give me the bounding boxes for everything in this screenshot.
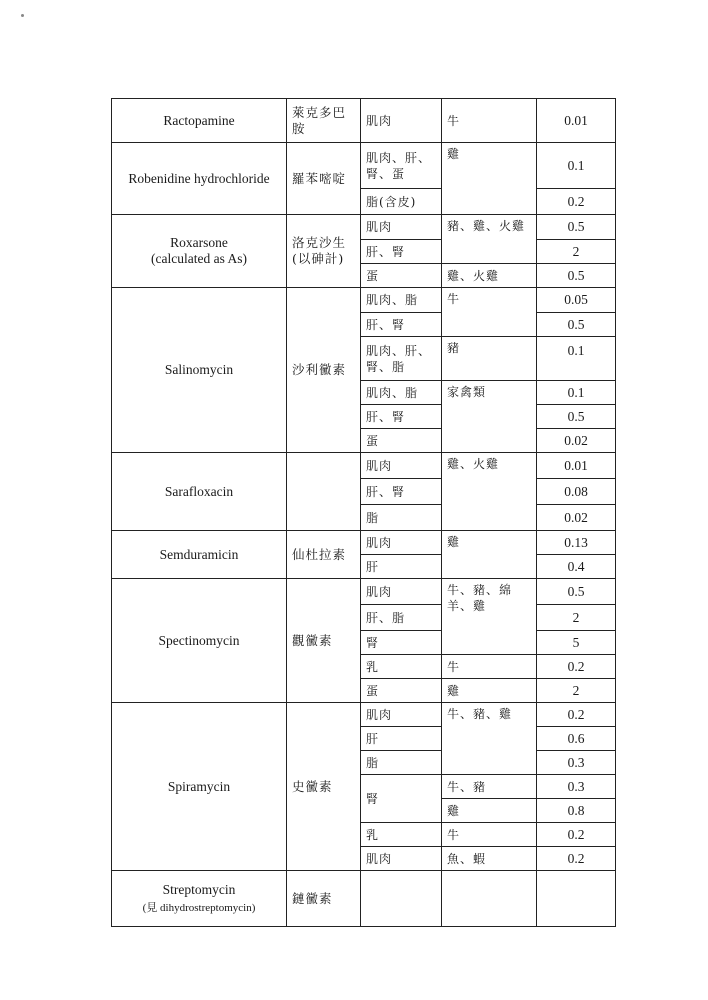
drug-chinese-name: 羅苯嘧啶 (287, 143, 361, 215)
limit-value: 0.2 (537, 703, 616, 727)
drug-name: Semduramicin (112, 531, 287, 579)
drug-chinese-name: 沙利黴素 (287, 288, 361, 453)
drug-name: Ractopamine (112, 99, 287, 143)
species-cell: 牛、豬 (442, 775, 537, 799)
residue-limits-table (111, 98, 616, 927)
species-cell: 牛、豬、綿羊、雞 (442, 579, 537, 655)
drug-chinese-name: 史黴素 (287, 703, 361, 871)
limit-value: 0.02 (537, 505, 616, 531)
limit-value: 0.5 (537, 215, 616, 240)
species-cell: 雞 (442, 143, 537, 215)
limit-value: 0.5 (537, 405, 616, 429)
species-cell: 牛 (442, 655, 537, 679)
species-cell: 牛、豬、雞 (442, 703, 537, 775)
limit-value: 0.1 (537, 337, 616, 381)
limit-value: 0.01 (537, 453, 616, 479)
limit-value: 0.2 (537, 847, 616, 871)
drug-name: Spiramycin (112, 703, 287, 871)
limit-value: 0.1 (537, 381, 616, 405)
tissue-cell: 肌肉、肝、腎、脂 (361, 337, 442, 381)
table-row (112, 288, 616, 313)
table-row (112, 871, 616, 927)
tissue-cell: 脂 (361, 505, 442, 531)
tissue-cell: 肌肉 (361, 579, 442, 605)
tissue-cell: 肌肉 (361, 453, 442, 479)
tissue-cell: 脂 (361, 751, 442, 775)
species-cell: 雞、火雞 (442, 453, 537, 531)
tissue-cell: 蛋 (361, 679, 442, 703)
table-row (112, 531, 616, 555)
limit-value: 0.3 (537, 775, 616, 799)
limit-value: 0.2 (537, 823, 616, 847)
table-row (112, 579, 616, 605)
limit-value: 0.5 (537, 313, 616, 337)
limit-value: 0.5 (537, 264, 616, 288)
species-cell: 牛 (442, 288, 537, 337)
species-cell (442, 871, 537, 927)
tissue-cell: 肌肉 (361, 531, 442, 555)
limit-value (537, 871, 616, 927)
tissue-cell: 肝、腎 (361, 313, 442, 337)
scan-speck (21, 14, 24, 17)
species-cell: 雞 (442, 531, 537, 579)
tissue-cell: 肝、腎 (361, 405, 442, 429)
tissue-cell (361, 871, 442, 927)
species-cell: 魚、蝦 (442, 847, 537, 871)
drug-name-text: Roxarsone (170, 235, 228, 250)
tissue-cell: 腎 (361, 631, 442, 655)
tissue-cell: 蛋 (361, 429, 442, 453)
tissue-cell: 肌肉、脂 (361, 381, 442, 405)
tissue-cell: 肝、腎 (361, 479, 442, 505)
species-cell: 牛 (442, 823, 537, 847)
drug-chinese-name: 洛克沙生(以砷計) (287, 215, 361, 288)
table-row (112, 143, 616, 189)
limit-value: 2 (537, 240, 616, 264)
drug-chinese-name (287, 453, 361, 531)
limit-value: 2 (537, 605, 616, 631)
tissue-cell: 肌肉、肝、腎、蛋 (361, 143, 442, 189)
drug-name: Sarafloxacin (112, 453, 287, 531)
limit-value: 0.6 (537, 727, 616, 751)
drug-note: (calculated as As) (151, 251, 247, 266)
limit-value: 0.2 (537, 189, 616, 215)
limit-value: 0.13 (537, 531, 616, 555)
tissue-cell: 肌肉 (361, 847, 442, 871)
species-cell: 雞 (442, 679, 537, 703)
limit-value: 0.4 (537, 555, 616, 579)
drug-name (112, 215, 287, 288)
limit-value: 5 (537, 631, 616, 655)
species-cell: 雞 (442, 799, 537, 823)
tissue-cell: 脂(含皮) (361, 189, 442, 215)
limit-value: 2 (537, 679, 616, 703)
limit-value: 0.3 (537, 751, 616, 775)
tissue-cell: 肝 (361, 555, 442, 579)
drug-name: Spectinomycin (112, 579, 287, 703)
tissue-cell: 肌肉 (361, 99, 442, 143)
tissue-cell: 腎 (361, 775, 442, 823)
drug-chinese-name: 仙杜拉素 (287, 531, 361, 579)
tissue-cell: 乳 (361, 655, 442, 679)
species-cell: 豬、雞、火雞 (442, 215, 537, 264)
drug-chinese-name: 鏈黴素 (287, 871, 361, 927)
table-row (112, 99, 616, 143)
limit-value: 0.02 (537, 429, 616, 453)
species-cell: 家禽類 (442, 381, 537, 453)
table-row (112, 703, 616, 727)
drug-name (112, 871, 287, 927)
tissue-cell: 肌肉、脂 (361, 288, 442, 313)
tissue-cell: 蛋 (361, 264, 442, 288)
residue-limits-table-page (111, 98, 615, 927)
table-row (112, 453, 616, 479)
limit-value: 0.05 (537, 288, 616, 313)
tissue-cell: 肝 (361, 727, 442, 751)
drug-name: Robenidine hydrochloride (112, 143, 287, 215)
drug-name: Salinomycin (112, 288, 287, 453)
drug-chinese-name: 萊克多巴胺 (287, 99, 361, 143)
tissue-cell: 肌肉 (361, 215, 442, 240)
limit-value: 0.01 (537, 99, 616, 143)
species-cell: 雞、火雞 (442, 264, 537, 288)
limit-value: 0.8 (537, 799, 616, 823)
tissue-cell: 肌肉 (361, 703, 442, 727)
tissue-cell: 肝、脂 (361, 605, 442, 631)
tissue-cell: 肝、腎 (361, 240, 442, 264)
limit-value: 0.08 (537, 479, 616, 505)
tissue-cell: 乳 (361, 823, 442, 847)
table-row (112, 215, 616, 240)
species-cell: 豬 (442, 337, 537, 381)
limit-value: 0.1 (537, 143, 616, 189)
limit-value: 0.5 (537, 579, 616, 605)
limit-value: 0.2 (537, 655, 616, 679)
drug-chinese-name: 觀黴素 (287, 579, 361, 703)
species-cell: 牛 (442, 99, 537, 143)
drug-name-text: Streptomycin (162, 881, 236, 897)
drug-note: (見 dihydrostreptomycin) (142, 901, 256, 914)
